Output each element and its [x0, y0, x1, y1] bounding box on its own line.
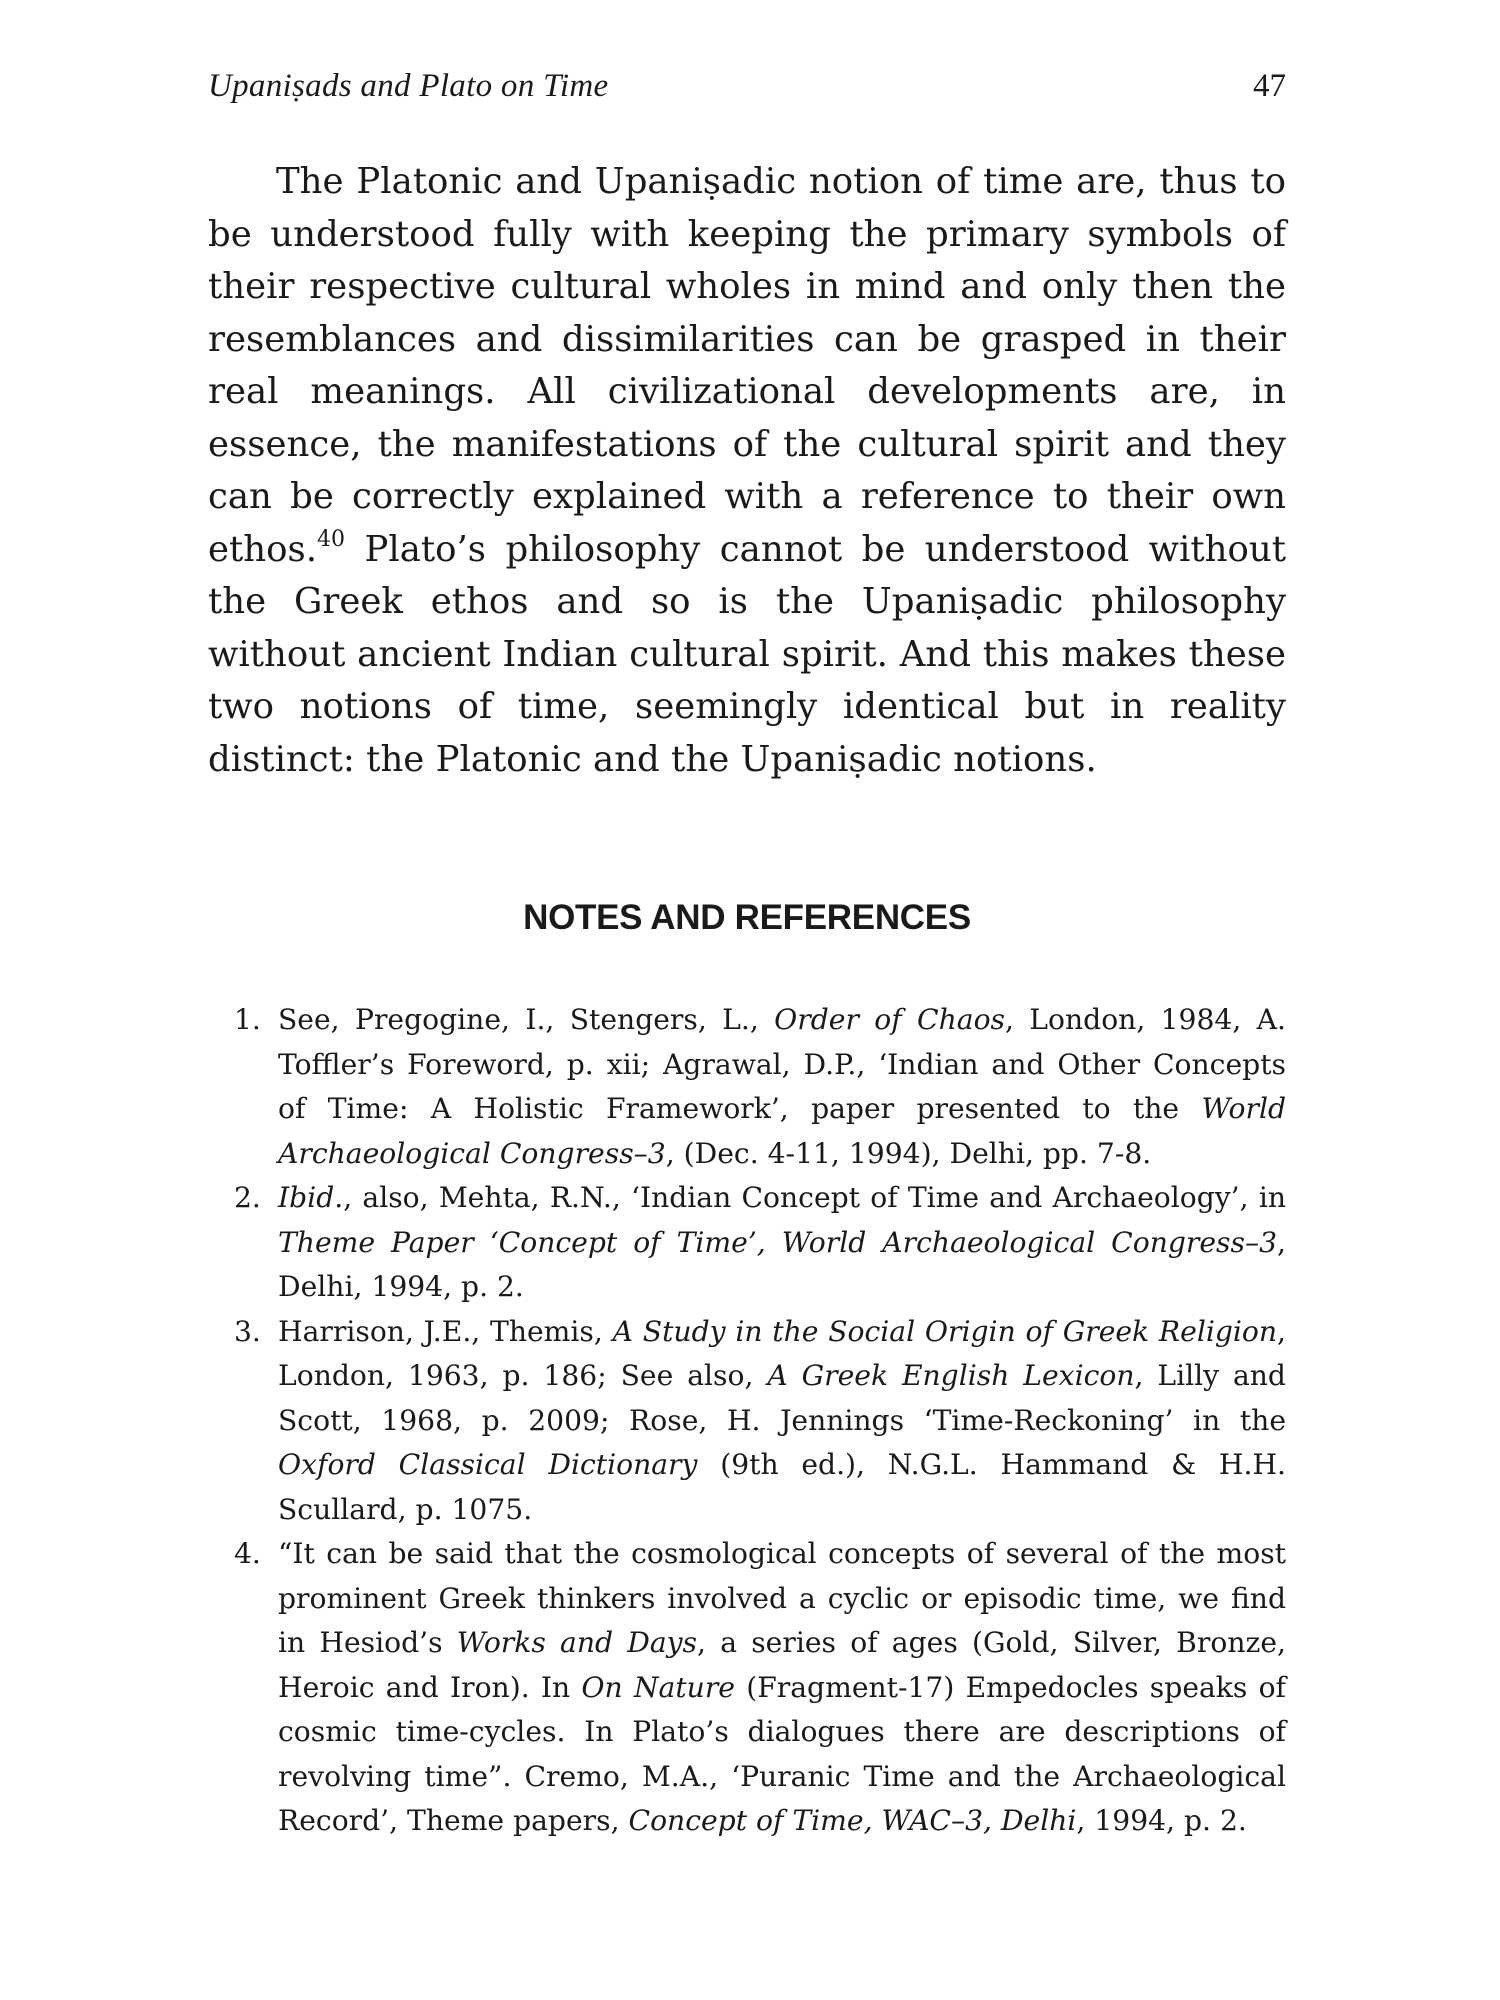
- running-head: [208, 68, 1286, 114]
- note-text: , (Dec. 4-11, 1994), Delhi, pp. 7-8.: [665, 1136, 1152, 1170]
- body-text-part2: Plato’s philosophy cannot be understood without the Greek ethos and so is the Upaniṣadic philosophy without ancient Indian cultural spirit. And this makes these two notions of time, seemingly identical but in reality distinct: the Platonic and the Upaniṣadic notions.: [208, 528, 1286, 780]
- note-italic-title: Works and Days: [456, 1626, 698, 1659]
- note-text: Harrison, J.E., Themis,: [278, 1314, 613, 1348]
- note-italic-title: Theme Paper ‘Concept of Time’, World Archaeological Congress–3: [278, 1225, 1278, 1259]
- note-text: (Fragment-17) Empedocles speaks of cosmic time-cycles. In Plato’s dialogues there are descriptions of revolving time”. Cremo, M.A., ‘Puranic Time and the Archaeological Record’, Theme papers,: [278, 1670, 1286, 1837]
- notes-list: [208, 998, 1286, 1844]
- note-italic-title: World Archaeological Congress–3: [278, 1092, 1286, 1170]
- note-number: 1.: [234, 1003, 261, 1036]
- note-item-1: [208, 998, 1286, 1176]
- note-text: See, Pregogine, I., Stengers, L.,: [278, 1003, 775, 1036]
- note-text: “It can be said that the cosmological concepts of several of the most prominent Greek thinkers involved a cyclic or episodic time, we find in Hesiod’s: [278, 1537, 1286, 1659]
- running-title: Upaniṣads and Plato on Time: [208, 68, 609, 104]
- note-item-3: [208, 1310, 1286, 1533]
- note-text: ., also, Mehta, R.N., ‘Indian Concept of Time and Archaeology’, in: [334, 1181, 1286, 1214]
- note-text: , London, 1984, A. Toffler’s Foreword, p. xii; Agrawal, D.P., ‘Indian and Other Concepts of Time: A Holistic Framework’, paper presented to the: [278, 1003, 1286, 1125]
- note-item-4: [208, 1532, 1286, 1844]
- note-italic-title: On Nature: [581, 1670, 735, 1704]
- note-italic-title: Ibid: [278, 1181, 335, 1214]
- body-paragraph: [208, 156, 1286, 786]
- note-item-2: [208, 1176, 1286, 1310]
- body-text-part1: The Platonic and Upaniṣadic notion of time are, thus to be understood fully with keeping the primary symbols of their respective cultural wholes in mind and only then the resemblances and dissimilarities can be grasped in their real meanings. All civilizational developments are, in essence, the manifestations of the cultural spirit and they can be correctly explained with a reference to their own ethos.: [208, 161, 1286, 570]
- note-italic-title: A Study in the Social Origin of Greek Religion: [612, 1314, 1278, 1348]
- note-text: , Lilly and Scott, 1968, p. 2009; Rose, H. Jennings ‘Time-Reckoning’ in the: [278, 1359, 1286, 1437]
- note-italic-title: Oxford Classical Dictionary: [278, 1448, 698, 1481]
- note-text: , a series of ages (Gold, Silver, Bronze, Heroic and Iron). In: [278, 1626, 1286, 1704]
- notes-heading: NOTES AND REFERENCES: [523, 898, 971, 937]
- note-number: 2.: [234, 1181, 261, 1214]
- note-italic-title: Concept of Time, WAC–3, Delhi: [628, 1804, 1077, 1837]
- note-number: 4.: [234, 1537, 261, 1570]
- note-text: , 1994, p. 2.: [1076, 1804, 1247, 1837]
- note-text: (9th ed.), N.G.L. Hammand & H.H. Scullard, p. 1075.: [278, 1448, 1287, 1526]
- footnote-reference: 40: [317, 526, 346, 552]
- note-italic-title: A Greek English Lexicon: [767, 1359, 1135, 1392]
- note-text: , Delhi, 1994, p. 2.: [278, 1225, 1286, 1303]
- page-number: 47: [1253, 68, 1286, 104]
- note-italic-title: Order of Chaos: [774, 1003, 1005, 1036]
- note-text: , London, 1963, p. 186; See also,: [278, 1314, 1287, 1392]
- note-number: 3.: [234, 1314, 261, 1348]
